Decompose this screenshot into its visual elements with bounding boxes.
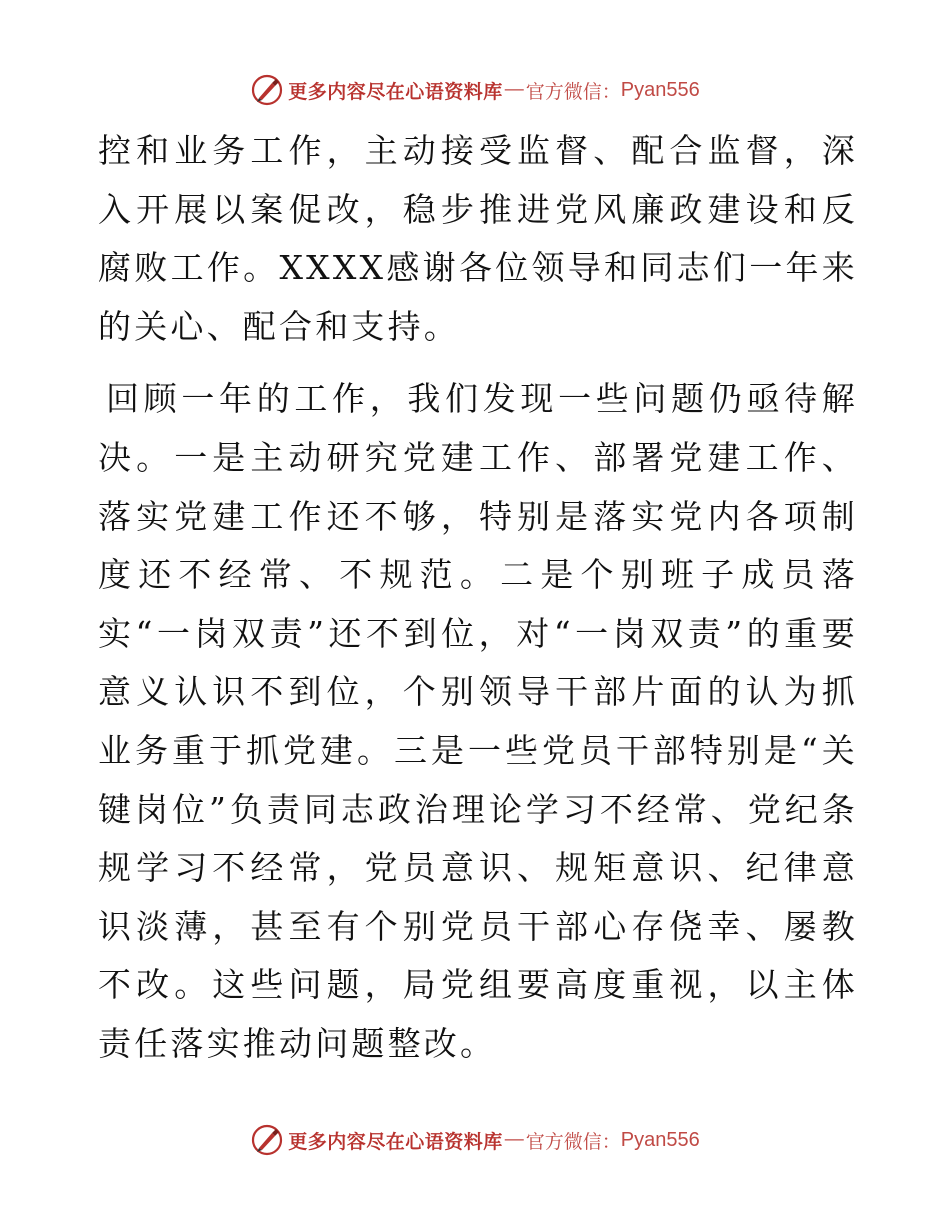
paragraph-1: 控和业务工作，主动接受监督、配合监督，深入开展以案促改，稳步推进党风廉政建设和反腐败工作。XXXX感谢各位领导和同志们一年来的关心、配合和支持。 [98, 131, 858, 346]
watermark-separator: — [504, 1129, 524, 1150]
watermark-wechat-id: Pyan556 [620, 78, 700, 101]
footer-watermark [0, 1120, 950, 1160]
watermark-site-text: 更多内容尽在心语资料库 [288, 1130, 503, 1153]
pen-logo-icon [250, 1123, 284, 1157]
watermark-separator: — [504, 79, 524, 100]
paragraph-2: 回顾一年的工作，我们发现一些问题仍亟待解决。一是主动研究党建工作、部署党建工作、落实党建工作还不够，特别是落实党内各项制度还不经常、不规范。二是个别班子成员落实“一岗双责”还不到位，对“一岗双责”的重要意义认识不到位，个别领导干部片面的认为抓业务重于抓党建。三是一些党员干部特别是“关键岗位”负责同志政治理论学习不经常、党纪条规学习不经常，党员意识、规矩意识、纪律意识淡薄，甚至有个别党员干部心存侥幸、屡教不改。这些问题，局党组要高度重视，以主体责任落实推动问题整改。 [98, 379, 858, 1063]
watermark-wechat-label: 官方微信： [525, 80, 621, 103]
header-watermark [0, 70, 950, 110]
watermark-site-text: 更多内容尽在心语资料库 [288, 80, 503, 103]
watermark-wechat-label: 官方微信： [525, 1130, 621, 1153]
pen-logo-icon [250, 73, 284, 107]
document-body [98, 122, 858, 1074]
watermark-wechat-id: Pyan556 [620, 1128, 700, 1151]
